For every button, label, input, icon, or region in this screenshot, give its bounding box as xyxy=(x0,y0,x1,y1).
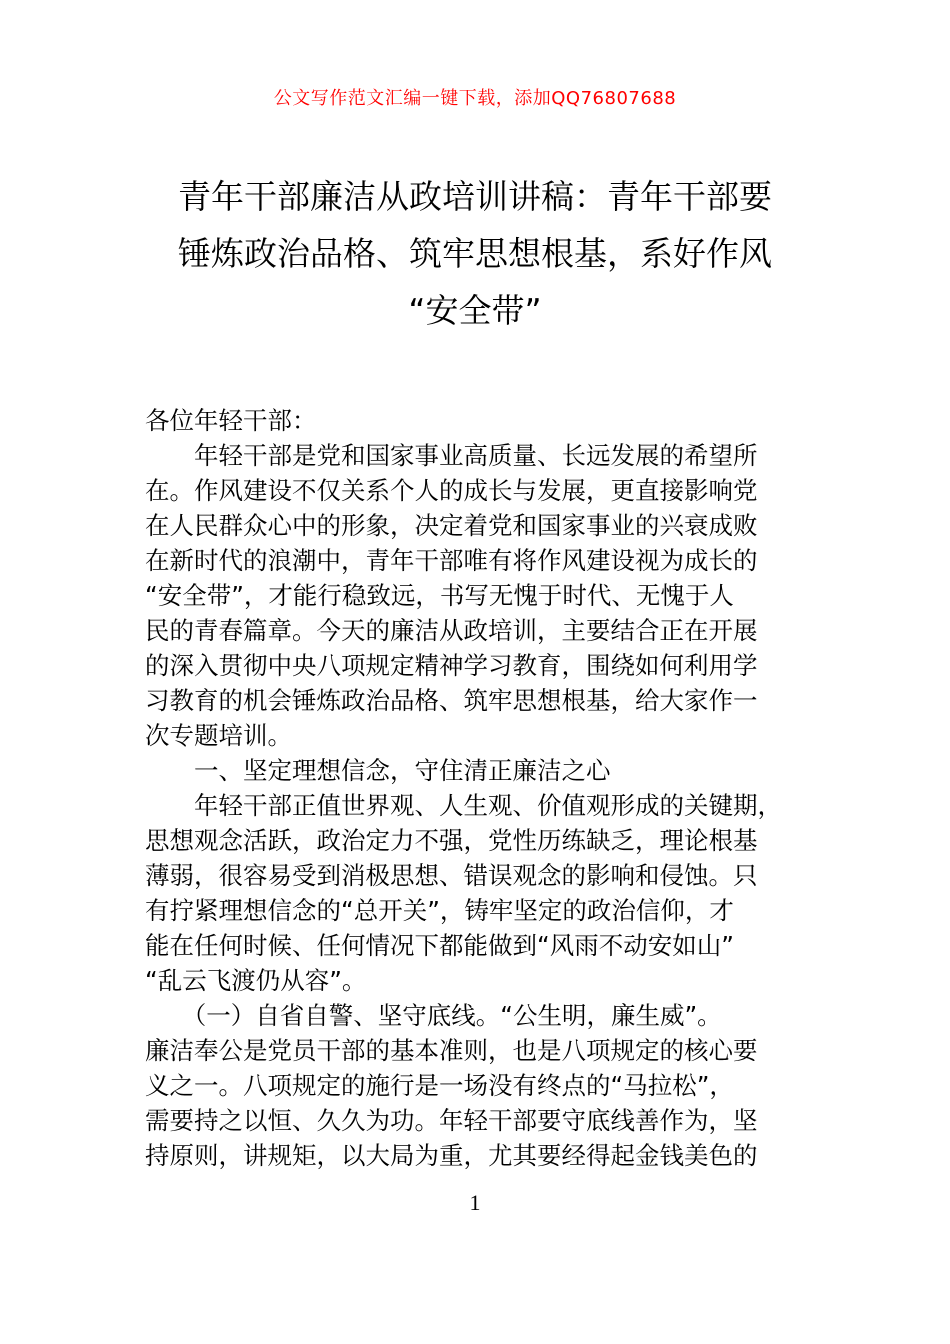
section-heading: 一、坚定理想信念，守住清正廉洁之心 xyxy=(145,756,611,785)
body-line: 需要持之以恒、久久为功。年轻干部要守底线善作为，坚 xyxy=(145,1106,758,1135)
body-line: “乱云飞渡仍从容”。 xyxy=(145,966,367,995)
body-line: 在新时代的浪潮中，青年干部唯有将作风建设视为成长的 xyxy=(145,546,758,575)
body-line: 的深入贯彻中央八项规定精神学习教育，围绕如何利用学 xyxy=(145,651,758,680)
download-note: 公文写作范文汇编一键下载，添加QQ76807688 xyxy=(273,88,677,109)
body-line: 年轻干部正值世界观、人生观、价值观形成的关键期， xyxy=(145,791,782,820)
salutation: 各位年轻干部： xyxy=(145,406,317,435)
body-line: 廉洁奉公是党员干部的基本准则，也是八项规定的核心要 xyxy=(145,1036,758,1065)
body-line: 能在任何时候、任何情况下都能做到“风雨不动安如山” xyxy=(145,931,734,960)
body-line: 年轻干部是党和国家事业高质量、长远发展的希望所 xyxy=(145,441,758,470)
body-line: 次专题培训。 xyxy=(145,721,292,750)
body-line: 习教育的机会锤炼政治品格、筑牢思想根基，给大家作一 xyxy=(145,686,758,715)
body-line: “安全带”，才能行稳致远，书写无愧于时代、无愧于人 xyxy=(145,581,734,610)
body-line: 在人民群众心中的形象，决定着党和国家事业的兴衰成败 xyxy=(145,511,758,540)
page-number: 1 xyxy=(469,1190,481,1215)
document-title xyxy=(145,168,805,339)
body-line: 民的青春篇章。今天的廉洁从政培训，主要结合正在开展 xyxy=(145,616,758,645)
document-body xyxy=(145,403,810,1173)
subsection-heading: （一）自省自警、坚守底线。“公生明，廉生威”。 xyxy=(145,1001,722,1030)
body-line: 薄弱，很容易受到消极思想、错误观念的影响和侵蚀。只 xyxy=(145,861,758,890)
body-line: 思想观念活跃，政治定力不强，党性历练缺乏，理论根基 xyxy=(145,826,758,855)
body-line: 在。作风建设不仅关系个人的成长与发展，更直接影响党 xyxy=(145,476,758,505)
title-line: 青年干部廉洁从政培训讲稿：青年干部要 xyxy=(178,177,772,216)
title-line: 锤炼政治品格、筑牢思想根基，系好作风 xyxy=(178,234,772,273)
body-line: 有拧紧理想信念的“总开关”，铸牢坚定的政治信仰，才 xyxy=(145,896,734,925)
body-line: 义之一。八项规定的施行是一场没有终点的“马拉松”， xyxy=(145,1071,734,1100)
title-line: “安全带” xyxy=(408,291,542,330)
body-line: 持原则，讲规矩，以大局为重，尤其要经得起金钱美色的 xyxy=(145,1141,758,1170)
